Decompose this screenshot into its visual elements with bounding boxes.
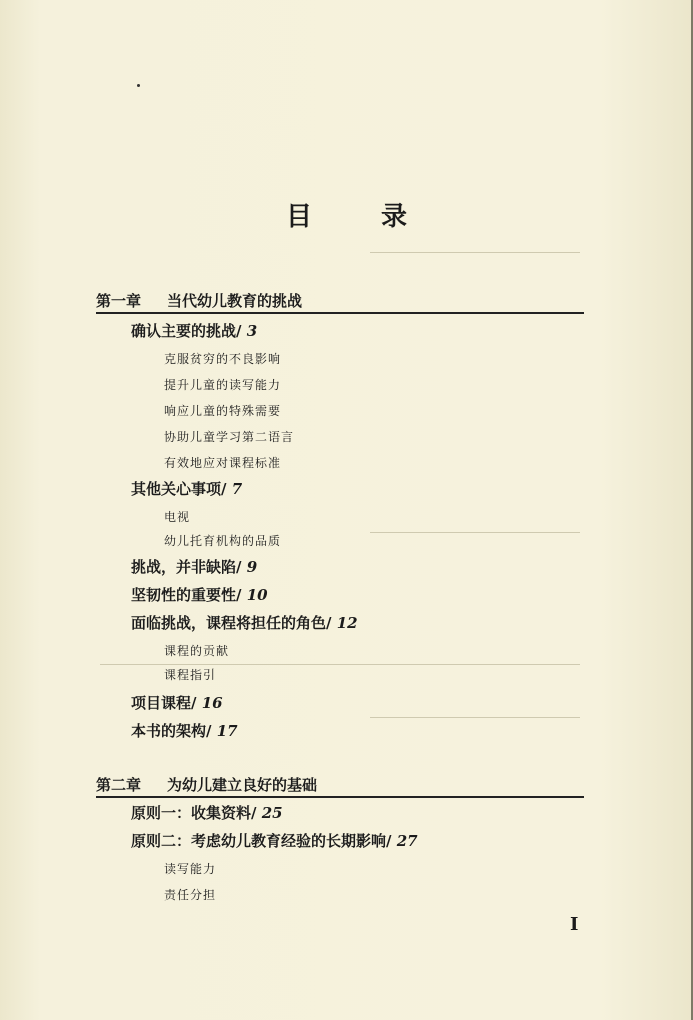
bleed-through-line bbox=[370, 532, 580, 533]
bleed-through-line bbox=[370, 252, 580, 253]
chapter-2-heading[interactable] bbox=[96, 774, 584, 798]
toc-entry[interactable] bbox=[131, 556, 257, 577]
toc-subentry[interactable]: 提升儿童的读写能力 bbox=[164, 378, 282, 392]
chapter-name: 当代幼儿教育的挑战 bbox=[167, 292, 303, 310]
folio-page-number: I bbox=[570, 914, 579, 935]
entry-title: 坚韧性的重要性/ bbox=[131, 586, 242, 604]
toc-subentry[interactable]: 响应儿童的特殊需要 bbox=[164, 404, 282, 418]
toc-entry[interactable] bbox=[131, 720, 238, 741]
entry-title: 本书的架构/ bbox=[131, 722, 212, 740]
page-number: 25 bbox=[261, 804, 283, 822]
toc-subentry[interactable]: 电视 bbox=[164, 510, 191, 524]
toc-subentry[interactable]: 责任分担 bbox=[164, 888, 217, 902]
toc-title: 目 录 bbox=[285, 202, 438, 232]
toc-entry[interactable] bbox=[131, 320, 257, 341]
toc-entry[interactable] bbox=[131, 692, 223, 713]
entry-title: 原则二：考虑幼儿教育经验的长期影响/ bbox=[131, 832, 392, 850]
toc-subentry[interactable]: 克服贫穷的不良影响 bbox=[164, 352, 282, 366]
page-number: 7 bbox=[231, 480, 243, 498]
bleed-through-line bbox=[100, 664, 580, 665]
toc-subentry[interactable]: 协助儿童学习第二语言 bbox=[164, 430, 295, 444]
bleed-through-line bbox=[370, 717, 580, 718]
toc-entry[interactable] bbox=[131, 802, 283, 823]
toc-subentry[interactable]: 课程的贡献 bbox=[164, 644, 230, 658]
page-number: 12 bbox=[336, 614, 358, 632]
page-number: 16 bbox=[201, 694, 223, 712]
toc-entry[interactable] bbox=[131, 478, 242, 499]
chapter-name: 为幼儿建立良好的基础 bbox=[167, 776, 318, 794]
entry-title: 项目课程/ bbox=[131, 694, 197, 712]
entry-title: 挑战，并非缺陷/ bbox=[131, 558, 242, 576]
toc-subentry[interactable]: 课程指引 bbox=[164, 668, 217, 682]
toc-entry[interactable] bbox=[131, 612, 358, 633]
page-number: 10 bbox=[246, 586, 268, 604]
chapter-number: 第二章 bbox=[96, 776, 142, 794]
chapter-number: 第一章 bbox=[96, 292, 142, 310]
page-number: 17 bbox=[216, 722, 238, 740]
entry-title: 确认主要的挑战/ bbox=[131, 322, 242, 340]
toc-entry[interactable] bbox=[131, 830, 418, 851]
entry-title: 原则一：收集资料/ bbox=[131, 804, 257, 822]
toc-subentry[interactable]: 有效地应对课程标准 bbox=[164, 456, 282, 470]
toc-subentry[interactable]: 幼儿托育机构的品质 bbox=[164, 534, 282, 548]
toc-subentry[interactable]: 读写能力 bbox=[164, 862, 217, 876]
page-number: 9 bbox=[246, 558, 258, 576]
entry-title: 其他关心事项/ bbox=[131, 480, 227, 498]
speck-mark bbox=[137, 84, 140, 87]
toc-entry[interactable] bbox=[131, 584, 268, 605]
page-number: 27 bbox=[396, 832, 418, 850]
entry-title: 面临挑战，课程将担任的角色/ bbox=[131, 614, 332, 632]
chapter-1-heading[interactable] bbox=[96, 290, 584, 314]
page-number: 3 bbox=[246, 322, 258, 340]
